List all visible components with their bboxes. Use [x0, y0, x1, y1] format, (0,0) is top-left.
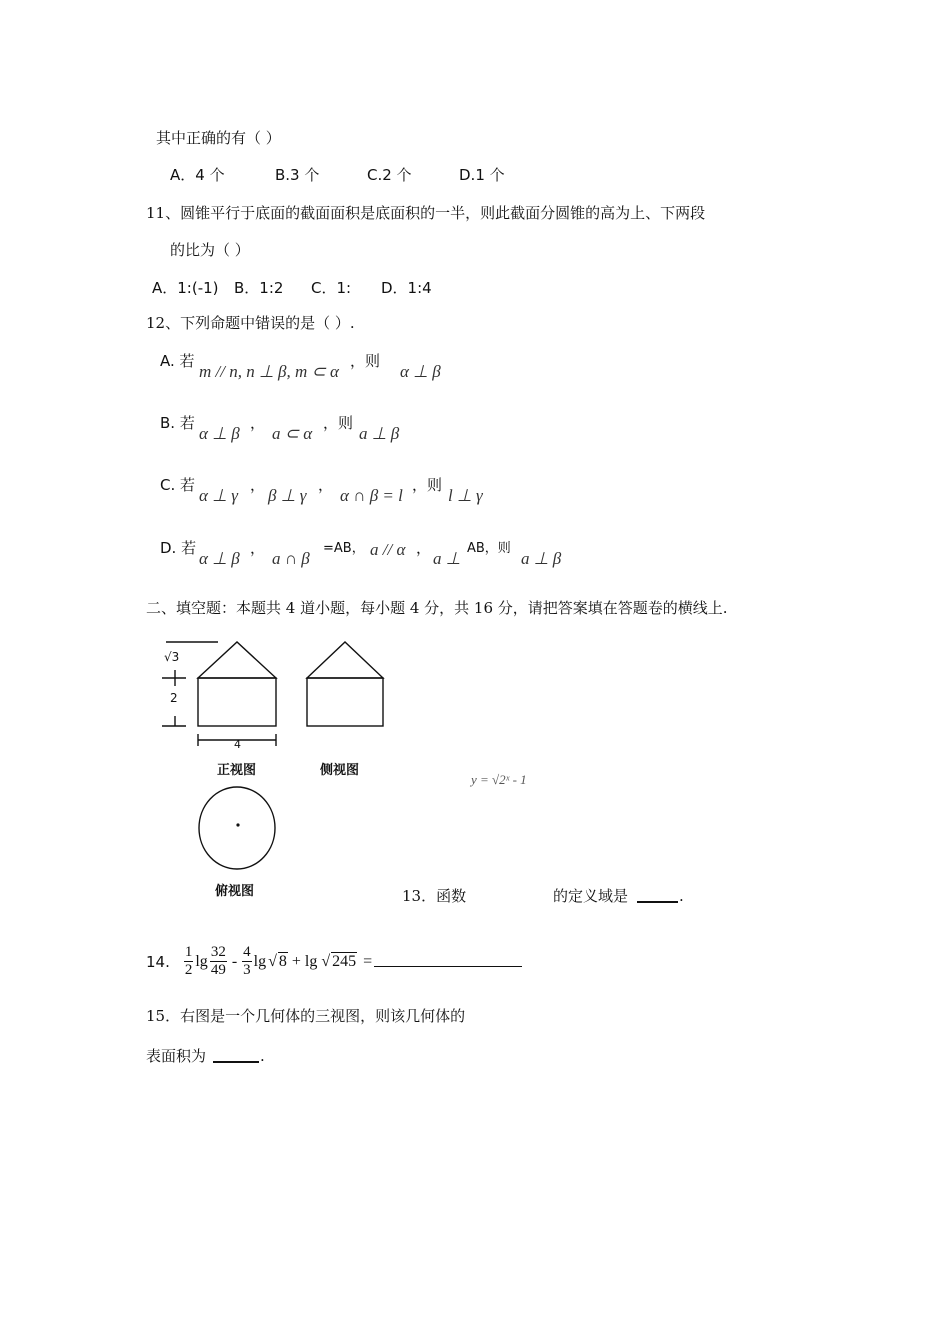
math-expression: β ⊥ γ [268, 486, 307, 505]
plus-lg-text: + lg [291, 952, 318, 970]
section2-heading: 二、填空题：本题共 4 道小题，每小题 4 分，共 16 分，请把答案填在答题卷的横线上. [146, 599, 728, 617]
side-view-label: 侧视图 [320, 763, 360, 778]
q15-line1: 15．右图是一个几何体的三视图，则该几何体的 [146, 1007, 466, 1025]
separator-text: ， [250, 539, 266, 557]
option-label: A. 若 [160, 352, 195, 370]
option-c: C.2 个 [367, 166, 412, 184]
sqrt-sign: √ [321, 952, 331, 970]
separator-text: ， [250, 414, 266, 432]
separator-text: ， [250, 476, 266, 494]
dim-2-label: 2 [170, 691, 178, 705]
intersection-text: =AB， [323, 541, 365, 556]
then-text: ，则 [412, 476, 443, 494]
q13-answer-blank[interactable] [637, 887, 678, 903]
separator-text: ， [318, 476, 334, 494]
lg-text: lg [253, 952, 267, 970]
radicand: 8 [278, 953, 287, 970]
fraction-denominator: 49 [210, 962, 226, 978]
fraction [210, 944, 227, 979]
q13-formula: y = √2ˣ - 1 [471, 772, 527, 787]
math-expression: a ⊥ [433, 549, 461, 568]
q13-end: . [679, 887, 684, 905]
math-expression: α ⊥ β [400, 362, 441, 381]
intro-correct-text: 其中正确的有（ ） [156, 129, 281, 147]
separator-text: ， [416, 539, 432, 557]
top-view-label: 俯视图 [215, 884, 255, 899]
option-label: D. 若 [160, 539, 197, 557]
option-b: B．1:2 [234, 279, 284, 297]
q12-stem: 12、下列命题中错误的是（ ）. [146, 314, 355, 332]
lg-text: lg [195, 952, 208, 970]
option-b: B.3 个 [275, 166, 320, 184]
q15-answer-blank[interactable] [213, 1047, 259, 1063]
q11-stem-line1: 11、圆锥平行于底面的截面面积是底面积的一半，则此截面分圆锥的高为上、下两段 [146, 204, 706, 222]
q14-answer-blank[interactable] [374, 956, 522, 967]
dim-sqrt3-label: √3 [164, 650, 180, 664]
side-view-rectangle [307, 678, 383, 726]
dim-4-label: 4 [234, 738, 241, 751]
sqrt-sign: √ [268, 952, 277, 970]
fraction-numerator: 1 [184, 944, 193, 960]
q13-prefix: 13．函数 [402, 887, 467, 905]
math-expression: a ⊥ β [359, 424, 400, 443]
then-text: ，则 [350, 352, 381, 370]
option-a: A．1:(-1) [152, 279, 219, 297]
q15-line2: 表面积为 [146, 1047, 207, 1065]
top-view-circle [199, 787, 275, 869]
ab-then-text: AB，则 [467, 541, 511, 556]
front-view-triangle [198, 642, 276, 678]
minus-sign: - [231, 952, 238, 970]
math-expression: α ⊥ β [199, 424, 240, 443]
fraction [242, 944, 252, 979]
q15-end: . [260, 1047, 265, 1065]
q13-suffix: 的定义域是 [553, 887, 629, 905]
front-view-label: 正视图 [217, 763, 257, 778]
option-label: B. 若 [160, 414, 195, 432]
fraction-denominator: 2 [184, 962, 193, 978]
math-expression: a ⊥ β [521, 549, 562, 568]
option-label: C. 若 [160, 476, 196, 494]
math-expression: m // n, n ⊥ β, m ⊂ α [199, 362, 339, 381]
option-d: D.1 个 [459, 166, 505, 184]
option-d: D．1:4 [381, 279, 432, 297]
fraction-numerator: 32 [210, 944, 226, 960]
option-c: C．1: [311, 279, 352, 297]
then-text: ，则 [323, 414, 354, 432]
front-view-rectangle [198, 678, 276, 726]
fraction-denominator: 3 [243, 962, 251, 978]
math-expression: a // α [370, 540, 406, 559]
math-expression: a ∩ β [272, 549, 310, 568]
q14-expression [146, 944, 522, 979]
q14-number: 14. [146, 952, 170, 971]
math-expression: l ⊥ γ [448, 486, 483, 505]
fraction-numerator: 4 [243, 944, 251, 960]
center-dot [236, 823, 239, 826]
math-expression: α ⊥ β [199, 549, 240, 568]
side-view-triangle [307, 642, 383, 678]
equals-sign: = [363, 952, 373, 970]
math-expression: α ∩ β = l [340, 486, 403, 505]
q11-stem-line2: 的比为（ ） [170, 241, 250, 259]
three-view-figure [150, 630, 400, 900]
option-a: A．4 个 [170, 166, 225, 184]
math-expression: a ⊂ α [272, 424, 313, 443]
math-expression: α ⊥ γ [199, 486, 238, 505]
radicand: 245 [332, 953, 357, 970]
fraction [184, 944, 194, 979]
